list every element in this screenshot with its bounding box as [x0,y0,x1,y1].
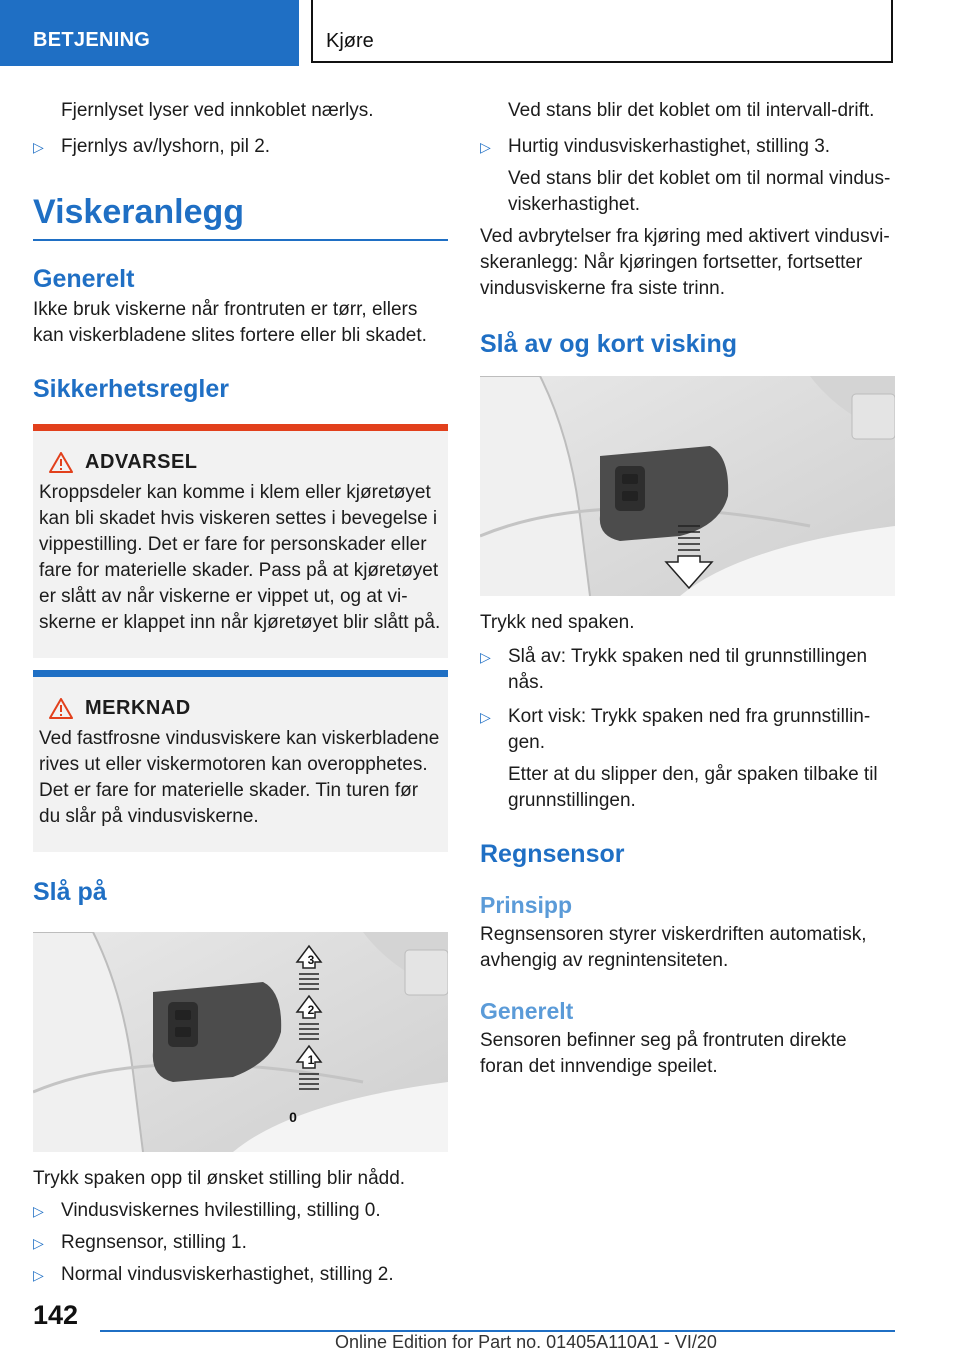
chapter-label: Kjøre [326,30,374,52]
list-item: ▷ Vindusviskernes hvilestilling, stilling 0. [33,1198,448,1224]
position-label-0: 0 [289,1109,297,1125]
warning-box [33,424,448,658]
list-item: ▷ Normal vindusviskerhastighet, stilling 2. [33,1262,448,1288]
bullet-triangle-icon: ▷ [480,709,491,725]
wiper-lever-down-illustration [480,376,895,596]
section-label: BETJENING [33,29,151,51]
bullet-triangle-icon: ▷ [480,139,491,155]
title-divider [33,239,448,241]
fast-speed-text: Ved stans blir det koblet om til normal vindusviskerhastighet. [508,168,891,215]
position-label-3: 3 [307,953,315,967]
section-tab [0,0,299,66]
list-item: ▷ Regnsensor, stilling 1. [33,1230,448,1256]
note-label: MERKNAD [85,697,191,719]
general-text: Ikke bruk viskerne når frontruten er tørr, ellers kan viskerbladene slites fortere eller bli skadet. [33,299,427,346]
warning-triangle-icon [49,452,73,473]
sensor-general-heading: Generelt [480,998,574,1024]
bullet-triangle-icon: ▷ [33,1203,44,1219]
principle-text: Regnsensoren styrer viskerdriften automatisk, avhengig av regnintensiteten. [480,924,867,971]
list-item: ▷ Fjernlys av/lyshorn, pil 2. [33,134,448,160]
bullet-triangle-icon: ▷ [480,649,491,665]
chapter-tab [311,0,893,63]
note-triangle-icon [49,698,73,719]
position-label-1: 1 [307,1053,315,1067]
sensor-general-text: Sensoren befinner seg på frontruten direkte foran det innvendige speilet. [480,1030,847,1077]
press-down-text: Trykk ned spaken. [480,612,635,633]
left-column [33,98,448,1288]
switch-on-heading: Slå på [33,878,107,906]
list-item: ▷ Slå av: Trykk spaken ned til grunnstillingen nås. [480,646,868,693]
wiper-lever-up-figure [33,932,448,1152]
list-item: ▷ Kort visk: Trykk spaken ned fra grunnstillingen. [480,706,871,753]
warning-label: ADVARSEL [85,451,198,473]
position-label-2: 2 [307,1003,315,1017]
wiper-lever-down-figure [480,376,895,596]
edition-text: Online Edition for Part no. 01405A110A1 - VI/20 [335,1332,717,1352]
right-column [480,98,895,1080]
release-text: Etter at du slipper den, går spaken tilbake til grunnstillingen. [508,764,878,811]
switch-off-heading: Slå av og kort visking [480,330,738,358]
page-title: Viskeranlegg [33,193,245,231]
interval-text: Ved stans blir det koblet om til intervall-drift. [508,100,875,121]
interruption-text: Ved avbrytelser fra kjøring med aktivert vindusviskeranlegg: Når kjøringen fortsetter, fortsetter vindusviskerne fra siste trinn. [480,226,890,299]
note-text: Ved fastfrosne vindusviskere kan viskerbladene rives ut eller viskermotoren kan overopphetes. Det er fare for materielle skader. Tin turen før du slår på vindusviskerne. [39,728,440,827]
note-box [33,670,448,852]
warning-text: Kroppsdeler kan komme i klem eller kjøretøyet kan bli skadet hvis viskeren settes i bevegelse i vippestilling. Det er fare for personskader eller fare for materielle skader. Pass på at kjøretøyet er slått av når viskerne er vippet ut, og at viskerne er klappet inn når kjøretøyet blir slått på. [39,482,441,633]
bullet-triangle-icon: ▷ [33,1267,44,1283]
bullet-triangle-icon: ▷ [33,139,44,155]
wiper-lever-illustration [33,932,448,1152]
switch-on-text: Trykk spaken opp til ønsket stilling blir nådd. [33,1168,406,1189]
general-heading: Generelt [33,265,135,293]
rain-sensor-heading: Regnsensor [480,840,625,868]
principle-heading: Prinsipp [480,892,573,918]
list-item: ▷ Hurtig vindusviskerhastighet, stilling 3. [480,134,895,160]
intro-text: Fjernlyset lyser ved innkoblet nærlys. [61,100,374,121]
safety-heading: Sikkerhetsregler [33,375,229,403]
bullet-triangle-icon: ▷ [33,1235,44,1251]
page-number: 142 [33,1300,79,1330]
